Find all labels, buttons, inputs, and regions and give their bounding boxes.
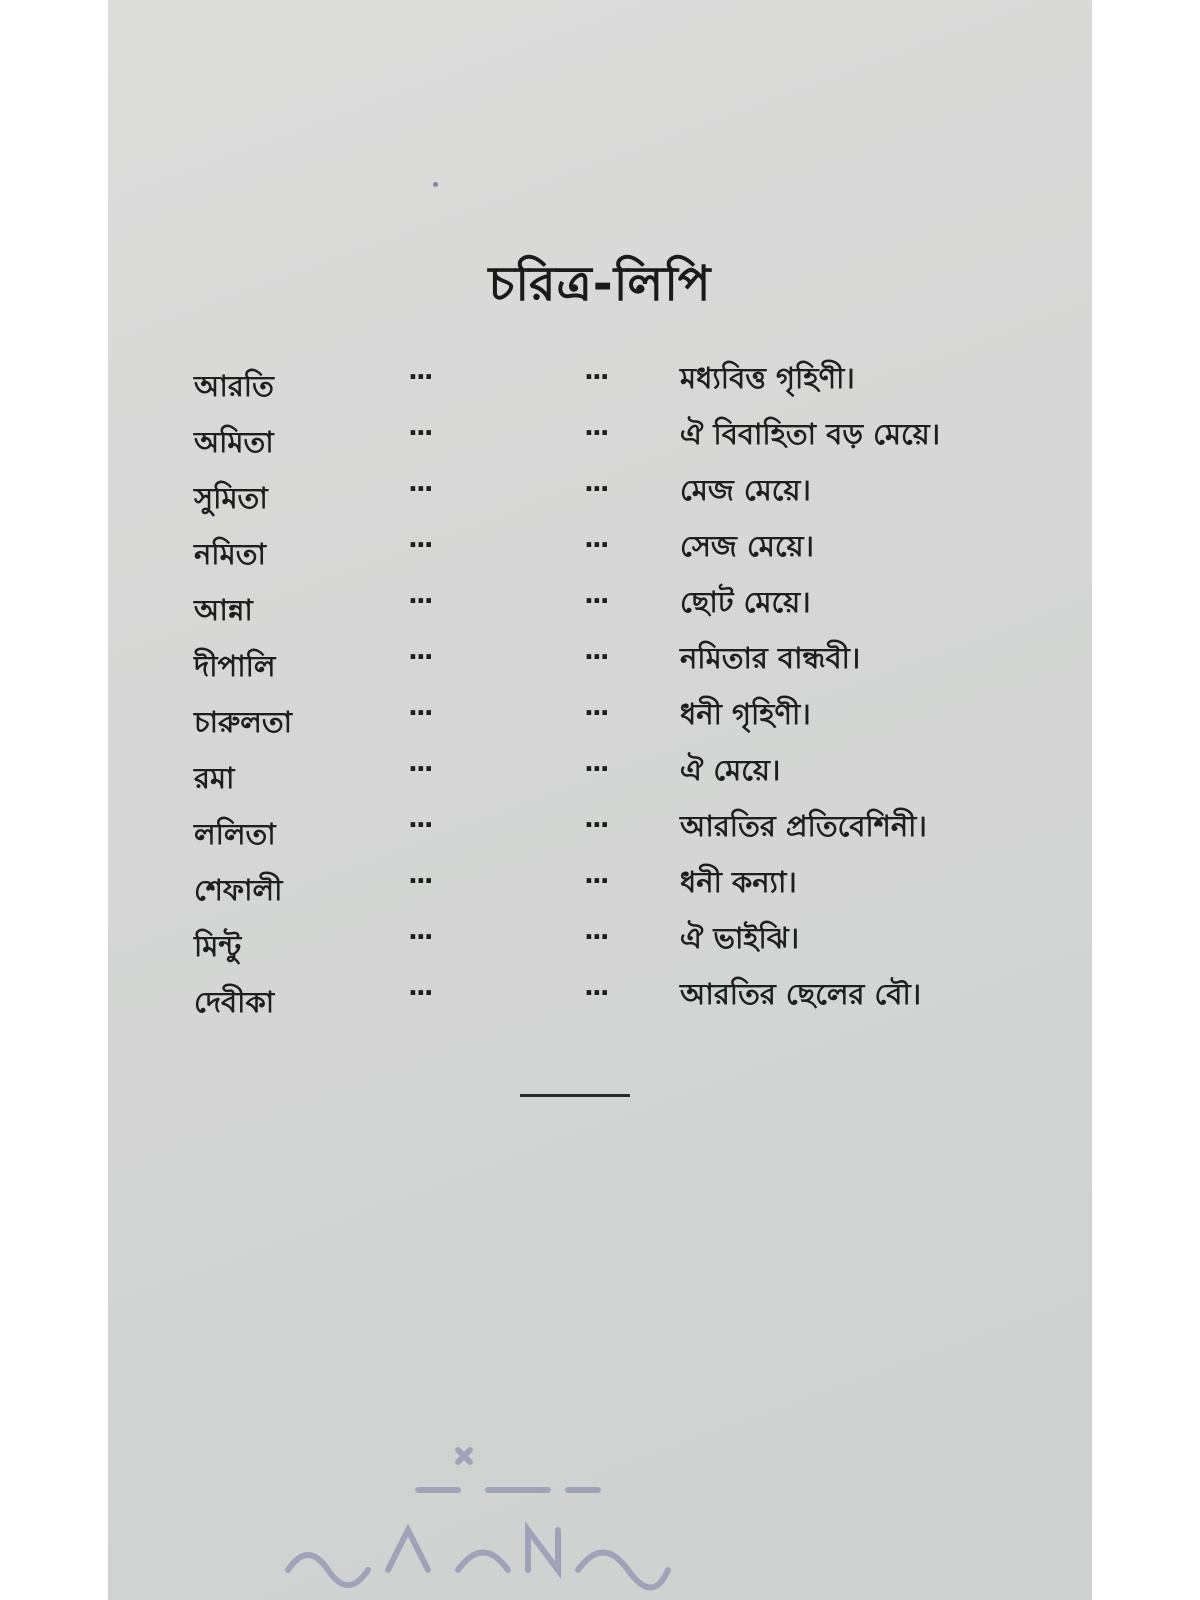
leader-dots: ...	[408, 356, 432, 386]
character-name: আন্না	[194, 593, 253, 627]
leader-dots: ...	[584, 804, 608, 834]
ink-speck	[433, 182, 438, 187]
cast-row	[108, 468, 1092, 524]
leader-dots: ...	[408, 748, 432, 778]
character-description: আরতির ছেলের বৌ।	[680, 977, 922, 1011]
cast-row	[108, 636, 1092, 692]
leader-dots: ...	[584, 916, 608, 946]
character-name: চারুলতা	[194, 705, 293, 739]
character-name: অমিতা	[194, 425, 274, 459]
leader-dots: ...	[584, 860, 608, 890]
leader-dots: ...	[408, 524, 432, 554]
leader-dots: ...	[584, 748, 608, 778]
character-description: ঐ ভাইঝি।	[680, 921, 800, 955]
character-name: শেফালী	[194, 873, 283, 907]
leader-dots: ...	[408, 804, 432, 834]
cast-row	[108, 412, 1092, 468]
cast-row	[108, 580, 1092, 636]
character-description: আরতির প্রতিবেশিনী।	[680, 809, 927, 843]
leader-dots: ...	[408, 916, 432, 946]
character-name: ললিতা	[194, 817, 276, 851]
bleed-through-stamp	[258, 1420, 718, 1600]
cast-row	[108, 972, 1092, 1028]
character-name: সুমিতা	[194, 481, 268, 515]
cast-row	[108, 804, 1092, 860]
cast-row	[108, 748, 1092, 804]
leader-dots: ...	[408, 692, 432, 722]
leader-dots: ...	[408, 636, 432, 666]
cast-row	[108, 860, 1092, 916]
leader-dots: ...	[584, 524, 608, 554]
character-name: দীপালি	[194, 649, 276, 683]
character-description: ঐ মেয়ে।	[680, 753, 781, 787]
leader-dots: ...	[584, 412, 608, 442]
character-name: মিন্টু	[194, 929, 242, 963]
character-description: সেজ মেয়ে।	[680, 529, 814, 563]
cast-row	[108, 692, 1092, 748]
character-description: নমিতার বান্ধবী।	[680, 641, 861, 675]
character-description: মধ্যবিত্ত গৃহিণী।	[680, 361, 855, 395]
character-description: মেজ মেয়ে।	[680, 473, 811, 507]
leader-dots: ...	[584, 580, 608, 610]
leader-dots: ...	[584, 356, 608, 386]
character-name: নমিতা	[194, 537, 266, 571]
page-title: চরিত্র-লিপি	[488, 256, 712, 312]
leader-dots: ...	[408, 860, 432, 890]
leader-dots: ...	[408, 412, 432, 442]
leader-dots: ...	[584, 636, 608, 666]
character-name: দেবীকা	[194, 985, 275, 1019]
character-name: রমা	[194, 761, 235, 795]
character-description: ছোট মেয়ে।	[680, 585, 811, 619]
cast-row	[108, 524, 1092, 580]
character-description: ধনী গৃহিণী।	[680, 697, 811, 731]
leader-dots: ...	[584, 468, 608, 498]
leader-dots: ...	[584, 692, 608, 722]
end-rule	[520, 1094, 630, 1097]
book-page	[108, 0, 1092, 1600]
cast-row	[108, 916, 1092, 972]
leader-dots: ...	[408, 972, 432, 1002]
leader-dots: ...	[408, 468, 432, 498]
character-description: ধনী কন্যা।	[680, 865, 797, 899]
character-description: ঐ বিবাহিতা বড় মেয়ে।	[680, 417, 941, 451]
character-name: আরতি	[194, 369, 274, 403]
leader-dots: ...	[408, 580, 432, 610]
leader-dots: ...	[584, 972, 608, 1002]
cast-row	[108, 356, 1092, 412]
